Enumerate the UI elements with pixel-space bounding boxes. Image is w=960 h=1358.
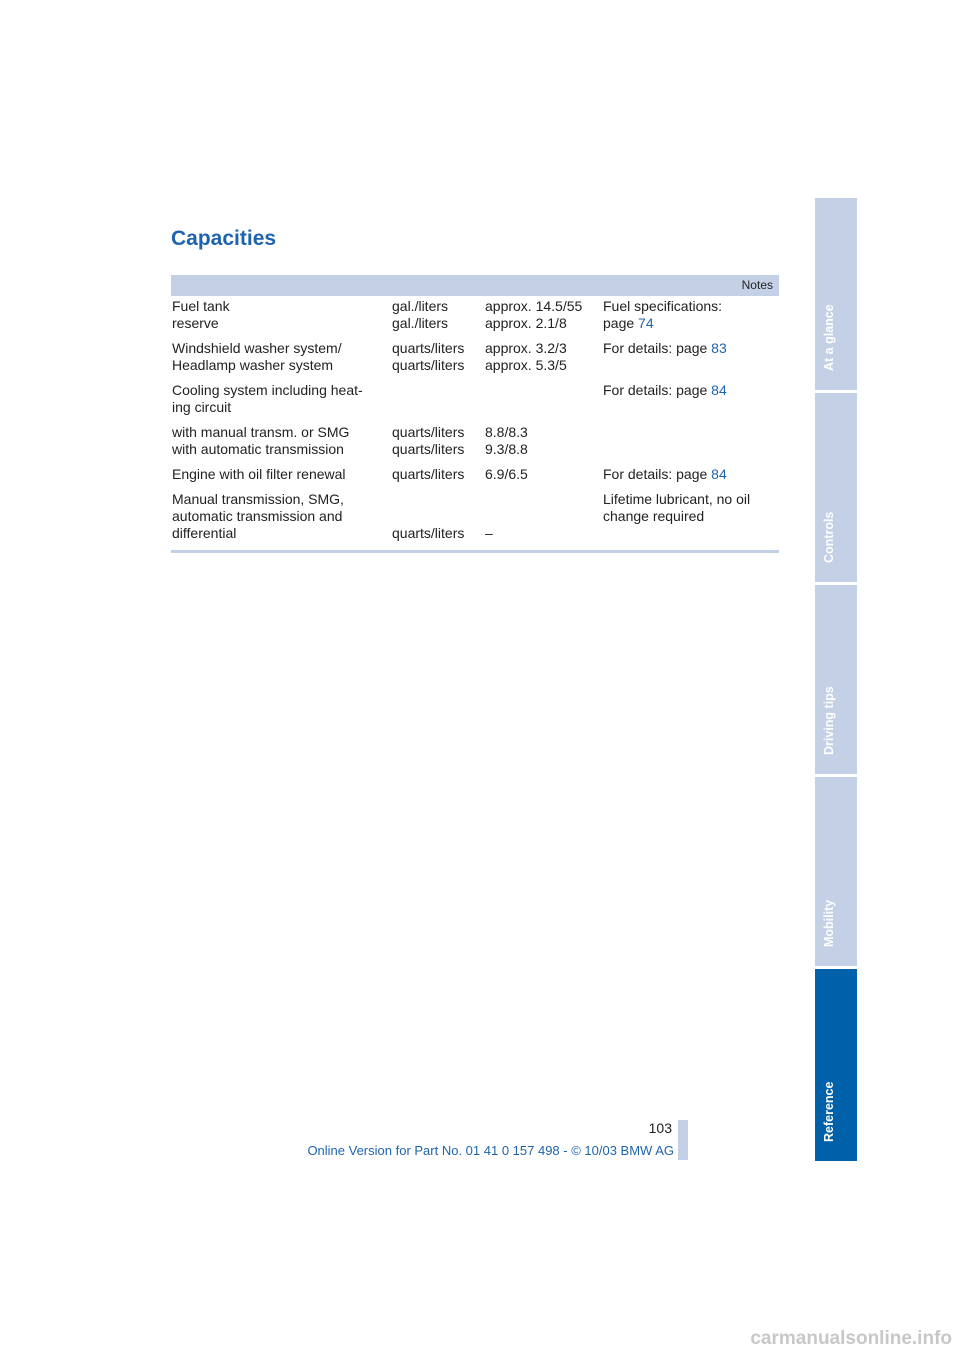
table-row (171, 489, 779, 548)
note-cell: Fuel specifications: page 74 (603, 298, 723, 331)
tab-reference[interactable]: Reference (815, 969, 857, 1161)
page-link[interactable]: 74 (638, 315, 654, 331)
value-cell (485, 382, 603, 416)
note-cell: For details: page 84 (603, 382, 727, 398)
unit-cell: gal./liters gal./liters (392, 298, 449, 331)
table-bottom-rule (171, 550, 779, 553)
item-cell: Fuel tank reserve (172, 298, 230, 331)
table-row (171, 422, 779, 464)
tab-mobility[interactable]: Mobility (815, 777, 857, 966)
page-marker-bar (678, 1120, 688, 1160)
footer-text: Online Version for Part No. 01 41 0 157 498 - © 10/03 BMW AG (307, 1143, 674, 1158)
note-cell: For details: page 84 (603, 466, 727, 482)
value-cell: 8.8/8.3 9.3/8.8 (485, 424, 528, 457)
unit-cell: quarts/liters (392, 525, 465, 541)
value-cell: 6.9/6.5 (485, 466, 528, 482)
page-link[interactable]: 84 (711, 466, 727, 482)
table-row (171, 296, 779, 338)
page-link[interactable]: 84 (711, 382, 727, 398)
table-header (171, 275, 779, 296)
page-link[interactable]: 83 (711, 340, 727, 356)
chapter-tabs (815, 198, 857, 1164)
table-row (171, 338, 779, 380)
page-title: Capacities (171, 227, 277, 250)
table-row (171, 464, 779, 489)
item-cell: Engine with oil filter renewal (172, 466, 346, 482)
tab-at-a-glance[interactable]: At a glance (815, 198, 857, 390)
unit-cell (392, 382, 485, 416)
capacities-table (171, 275, 779, 553)
tab-controls[interactable]: Controls (815, 393, 857, 582)
notes-column-header: Notes (741, 278, 773, 292)
note-cell (603, 424, 779, 458)
unit-cell: quarts/liters (392, 466, 465, 482)
page-number: 103 (648, 1120, 672, 1136)
item-cell: Cooling system including heat- ing circuit (172, 382, 363, 415)
note-cell: For details: page 83 (603, 340, 727, 356)
item-cell: with manual transm. or SMG with automatic transmission (172, 424, 350, 457)
note-cell: Lifetime lubricant, no oil change required (603, 491, 751, 524)
value-cell: approx. 3.2/3 approx. 5.3/5 (485, 340, 567, 373)
unit-cell: quarts/liters quarts/liters (392, 424, 465, 457)
value-cell: approx. 14.5/55 approx. 2.1/8 (485, 298, 583, 331)
value-cell: – (485, 525, 493, 541)
table-row (171, 380, 779, 422)
unit-cell: quarts/liters quarts/liters (392, 340, 465, 373)
tab-driving-tips[interactable]: Driving tips (815, 585, 857, 774)
watermark: carmanualsonline.info (750, 1328, 952, 1349)
item-cell: Manual transmission, SMG, automatic transmission and differential (172, 491, 344, 541)
item-cell: Windshield washer system/ Headlamp washer system (172, 340, 342, 373)
